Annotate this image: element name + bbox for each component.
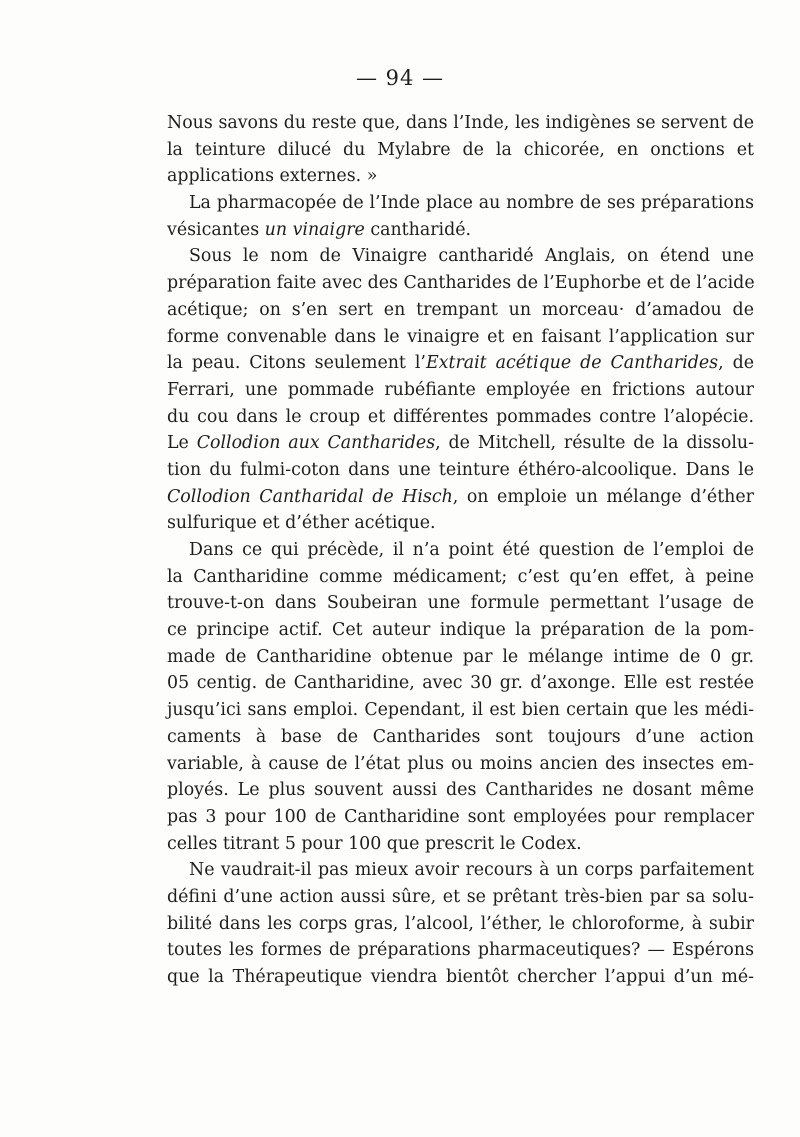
text-segment: Sous le nom de Vinaigre cantharidé Anglais, on étend une [189,246,754,267]
text-line [167,617,754,644]
text-segment: acétique; on s’en sert en trempant un morceau· d’amadou de [167,299,754,320]
text-line [167,484,754,511]
text-segment: ce principe actif. Cet auteur indique la préparation de la pom- [167,620,754,641]
text-line [167,137,754,164]
text-line [167,724,754,751]
text-line [167,404,754,431]
text-line [167,964,754,991]
text-segment: caments à base de Cantharides sont toujours d’une action [167,726,754,747]
text-segment: la peau. Citons seulement l’ [167,353,426,374]
text-segment: sulfurique et d’éther acétique. [167,513,436,534]
text-segment: Le [167,433,197,454]
text-line [167,350,754,377]
text-segment: vésicantes [167,219,265,240]
text-line [167,377,754,404]
text-segment: trouve-t-on dans Soubeiran une formule permettant l’usage de [167,593,754,614]
text-line [167,937,754,964]
text-segment: 05 centig. de Cantharidine, avec 30 gr. d’axonge. Elle est restée [167,673,754,694]
text-line [167,777,754,804]
text-segment: Nous savons du reste que, dans l’Inde, les indigènes se servent de [167,113,754,133]
text-segment: Ferrari, une pommade rubéfiante employée en frictions autour [167,379,754,400]
text-line [167,804,754,831]
text-line [167,270,754,297]
text-line [167,430,754,457]
text-line [167,243,754,270]
text-line [167,110,754,137]
text-segment: tion du fulmi-coton dans une teinture éthéro-alcoolique. Dans le [167,459,754,480]
text-line [167,564,754,591]
body-text [167,110,754,991]
text-line [167,324,754,351]
text-segment: toutes les formes de préparations pharmaceutiques? — Espérons [167,940,754,961]
italic-text: un vinaigre [264,219,365,240]
page-number: — 94 — [355,66,445,90]
italic-text: Collodion aux Cantharides [196,433,436,454]
text-segment: la Cantharidine comme médicament; c’est qu’en effet, à peine [167,566,754,587]
text-line [167,831,754,858]
text-line [167,644,754,671]
text-line [167,751,754,778]
text-segment: ployés. Le plus souvent aussi des Cantharides ne dosant même [167,780,754,801]
text-line [167,590,754,617]
text-segment: variable, à cause de l’état plus ou moins ancien des insectes em- [167,753,754,774]
text-line [167,297,754,324]
text-line [167,190,754,217]
text-line [167,670,754,697]
text-line [167,697,754,724]
text-segment: que la Thérapeutique viendra bientôt chercher l’appui d’un mé- [167,967,754,987]
text-segment: bilité dans les corps gras, l’alcool, l’éther, le chloroforme, à subir [167,913,754,934]
text-line [167,510,754,537]
text-segment: applications externes. » [167,166,378,187]
text-segment: cantharidé. [364,219,472,240]
text-segment: Dans ce qui précède, il n’a point été question de l’emploi de [189,540,754,560]
text-line [167,163,754,190]
text-segment: du cou dans le croup et différentes pommades contre l’alopécie. [167,406,754,427]
text-segment: jusqu’ici sans emploi. Cependant, il est bien certain que les médi- [167,700,754,721]
text-segment: pas 3 pour 100 de Cantharidine sont employées pour remplacer [167,806,754,827]
text-line [167,457,754,484]
text-segment: préparation faite avec des Cantharides de l’Euphorbe et de l’acide [167,273,755,294]
text-segment: , on emploie un mélange d’éther [452,486,754,507]
text-segment: , de Mitchell, résulte de la dissolu- [435,433,754,454]
text-line [167,884,754,911]
text-segment: made de Cantharidine obtenue par le mélange intime de 0 gr. [167,646,754,667]
text-line [167,537,754,564]
text-segment: défini d’une action aussi sûre, et se prêtant très-bien par sa solu- [167,886,754,907]
text-line [167,911,754,938]
italic-text: Extrait acétique de Cantharides [425,353,719,374]
text-line [167,857,754,884]
italic-text: Collodion Cantharidal de Hisch [167,486,453,507]
text-line [167,217,754,244]
text-segment: , de [718,353,755,374]
text-segment: celles titrant 5 pour 100 que prescrit le Codex. [167,833,582,854]
text-segment: La pharmacopée de l’Inde place au nombre de ses préparations [189,193,754,214]
text-segment: Ne vaudrait-il pas mieux avoir recours à un corps parfaitement [189,860,754,881]
text-segment: la teinture dilucé du Mylabre de la chicorée, en onctions et [167,139,754,160]
text-segment: forme convenable dans le vinaigre et en faisant l’application sur [167,326,754,347]
